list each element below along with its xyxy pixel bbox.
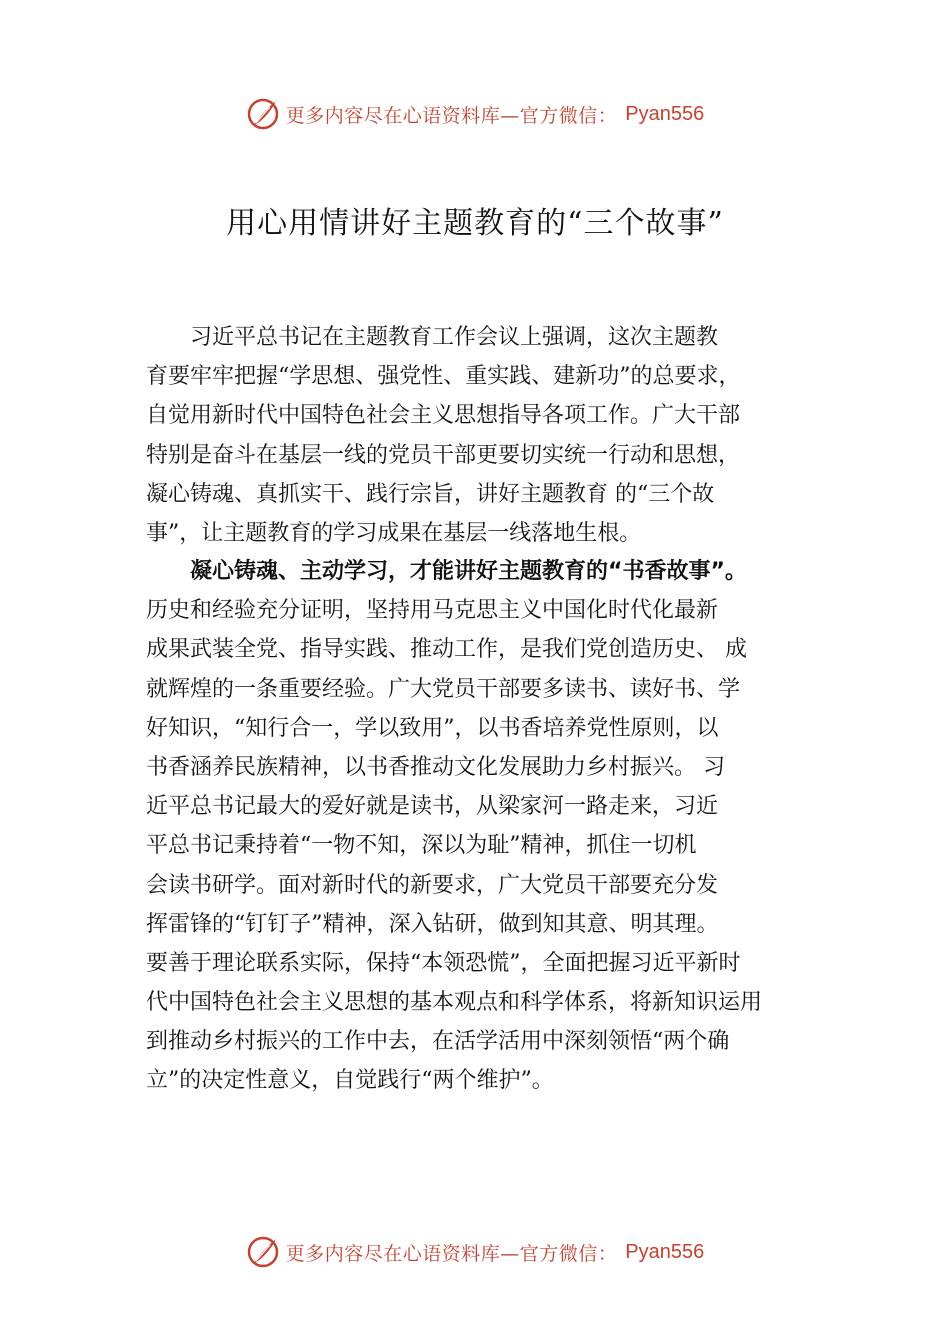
text-line: 事”，让主题教育的学习成果在基层一线落地生根。 — [146, 520, 642, 546]
text-line: 历史和经验充分证明，坚持用马克思主义中国化时代化最新 — [146, 598, 719, 624]
text-line: 要善于理论联系实际，保持“本领恐慌”，全面把握习近平新时 — [146, 950, 741, 976]
text-line: 凝心铸魂、真抓实干、践行宗旨，讲好主题教育 的“三个故 — [146, 481, 715, 507]
paragraph-intro — [146, 318, 846, 553]
wechat-id: Pyan556 — [625, 1240, 705, 1263]
text-line: 习近平总书记在主题教育工作会议上强调，这次主题教 — [146, 325, 719, 350]
text-line: 代中国特色社会主义思想的基本观点和科学体系，将新知识运用 — [146, 990, 763, 1016]
banner-text: 更多内容尽在心语资料库—官方微信： — [285, 104, 618, 127]
text-line: 到推动乡村振兴的工作中去，在活学活用中深刻领悟“两个确 — [146, 1029, 730, 1055]
quill-logo-icon — [246, 1235, 280, 1269]
header-banner — [0, 94, 950, 134]
text-line: 就辉煌的一条重要经验。广大党员干部要多读书、读好书、学 — [146, 676, 741, 702]
text-line: 育要牢牢把握“学思想、强党性、重实践、建新功”的总要求， — [146, 364, 741, 390]
text-line: 好知识，“知行合一，学以致用”，以书香培养党性原则，以 — [146, 715, 719, 741]
text-line: 特别是奋斗在基层一线的党员干部更要切实统一行动和思想， — [146, 442, 741, 468]
text-line: 平总书记秉持着“一物不知，深以为耻”精神，抓住一切机 — [146, 833, 697, 859]
paragraph-book-story — [146, 552, 846, 1101]
footer-banner — [0, 1232, 950, 1272]
document-title: 用心用情讲好主题教育的“三个故事” — [226, 206, 724, 241]
text-line: 挥雷锋的“钉钉子”精神，深入钻研，做到知其意、明其理。 — [146, 911, 719, 937]
text-line: 自觉用新时代中国特色社会主义思想指导各项工作。广大干部 — [146, 403, 741, 429]
wechat-id: Pyan556 — [625, 102, 705, 125]
banner-text: 更多内容尽在心语资料库—官方微信： — [285, 1242, 618, 1265]
section-heading: 凝心铸魂、主动学习，才能讲好主题教育的“书香故事”。 — [146, 559, 747, 584]
text-line: 会读书研学。面对新时代的新要求，广大党员干部要充分发 — [146, 872, 719, 898]
text-line: 近平总书记最大的爱好就是读书，从梁家河一路走来，习近 — [146, 794, 719, 820]
text-line: 成果武装全党、指导实践、推动工作，是我们党创造历史、 成 — [146, 637, 747, 663]
quill-logo-icon — [246, 97, 280, 131]
text-line: 书香涵养民族精神，以书香推动文化发展助力乡村振兴。 习 — [146, 754, 725, 780]
text-line: 立”的决定性意义，自觉践行“两个维护”。 — [146, 1068, 554, 1094]
